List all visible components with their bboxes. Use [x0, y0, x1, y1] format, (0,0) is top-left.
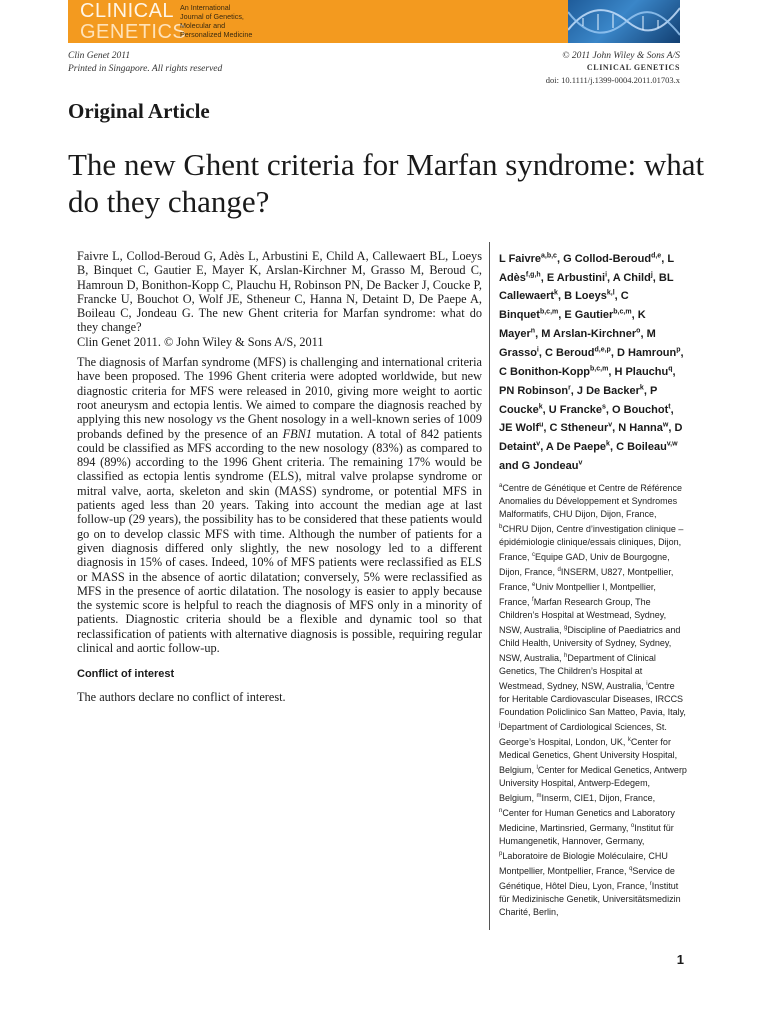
citation-source: Clin Genet 2011. © John Wiley & Sons A/S, 2011: [77, 334, 324, 349]
affiliation-text: Department of Cardiological Sciences, St. George’s Hospital, London, UK,: [499, 722, 667, 748]
author-separator: ,: [670, 403, 674, 416]
affiliation-marker: e: [532, 582, 536, 589]
author-name[interactable]: [564, 290, 618, 302]
affiliation-marker: l: [536, 765, 538, 772]
affiliation-text: Laboratoire de Biologie Moléculaire, CHU Montpellier, Montpellier, France,: [499, 851, 668, 877]
author-name[interactable]: [564, 309, 634, 321]
author-name-text: B Loeys: [564, 290, 607, 303]
journal-banner: [68, 0, 680, 43]
author-separator: ,: [538, 346, 542, 359]
author-separator: and: [499, 460, 519, 473]
author-name-text: L Faivre: [499, 252, 541, 265]
affiliation-text: Univ Montpellier I, Montpellier, France,: [499, 582, 656, 608]
abstract-part1: The diagnosis of Marfan syndrome (MFS) is challenging and international criteria have been proposed. The 1996 Ghent criteria were adopted worldwide, but new diagnostic criteria for MFS were released in 2010, giving more weight to aortic root aneurysm and ectopia lentis. We aimed to compare the diagnosis reached by applying this new nosology: [77, 355, 482, 427]
author-name-text: D Detaint: [499, 422, 683, 454]
author-affiliation-marker: o: [636, 327, 641, 335]
affiliation-marker: a: [499, 483, 503, 490]
printed-note: Printed in Singapore. All rights reserved: [68, 64, 223, 74]
author-name[interactable]: [549, 404, 609, 416]
author-affiliation-marker: n: [530, 327, 536, 335]
author-name-text: K Mayer: [499, 309, 646, 341]
author-separator: ,: [535, 328, 539, 341]
affiliation-marker: c: [532, 552, 536, 559]
copyright-notice: © 2011 John Wiley & Sons A/S: [562, 51, 680, 61]
author-name[interactable]: [550, 422, 616, 434]
author-name[interactable]: [563, 253, 664, 265]
affiliation-item: [499, 483, 682, 519]
affiliation-marker: i: [646, 681, 648, 688]
author-name-text: A Child: [612, 271, 651, 284]
abstract-text: [77, 355, 482, 655]
affiliation-text: Service de Génétique, Hôtel Dieu, Lyon, France,: [499, 866, 675, 892]
affiliation-text: Center for Medical Genetics, Antwerp University Hospital, Antwerp-Edegem, Belgium,: [499, 765, 687, 804]
article-title: The new Ghent criteria for Marfan syndrome: what do they change?: [68, 147, 705, 219]
author-name[interactable]: [545, 347, 614, 359]
author-affiliation-marker: t: [668, 402, 671, 410]
author-separator: ,: [558, 309, 562, 322]
author-separator: ,: [557, 290, 561, 303]
author-separator: ,: [610, 346, 614, 359]
tagline-line: Journal of Genetics,: [180, 12, 244, 21]
affiliation-marker: f: [532, 597, 534, 604]
author-separator: ,: [540, 271, 544, 284]
page-number: 1: [676, 952, 684, 967]
author-separator: ,: [570, 384, 574, 397]
affiliation-text: CHRU Dijon, Centre d’investigation clinique – épidémiologie clinique/essais cliniques, Dijon, France,: [499, 524, 684, 563]
abstract-block: [77, 355, 482, 655]
author-affiliation-marker: j: [650, 270, 653, 278]
affiliation-text: Centre de Génétique et Centre de Référence Anomalies du Développement et Syndromes Malformatifs, CHU Dijon, Dijon, France,: [499, 483, 682, 520]
abstract-gene: FBN1: [282, 426, 312, 441]
author-name-text: A De Paepe: [545, 441, 607, 454]
author-name-text: M Arslan-Kirchner: [541, 328, 637, 341]
author-separator: ,: [643, 384, 647, 397]
author-affiliation-marker: s: [601, 402, 606, 410]
author-name-text: G Jondeau: [521, 460, 579, 473]
author-separator: ,: [608, 365, 612, 378]
author-name-text: L Adès: [499, 252, 674, 284]
author-name-text: C Beroud: [545, 346, 595, 359]
author-affiliation-marker: i: [605, 270, 608, 278]
author-name-text: C Bonithon-Kopp: [499, 365, 591, 378]
affiliation-marker: d: [557, 567, 561, 574]
author-name[interactable]: [499, 422, 546, 434]
authors-column: [499, 248, 687, 919]
journal-logo-line1: CLINICAL: [80, 0, 175, 22]
author-name-text: G Collod-Beroud: [563, 252, 652, 265]
affiliation-marker: b: [499, 524, 503, 531]
author-name[interactable]: [499, 366, 611, 378]
author-name[interactable]: [547, 272, 610, 284]
affiliation-text: Department of Clinical Genetics, The Children’s Hospital at Westmead, Sydney, NSW, Australia,: [499, 653, 656, 692]
author-separator: ,: [652, 271, 656, 284]
author-affiliation-marker: k: [639, 384, 644, 392]
author-name[interactable]: [541, 328, 643, 340]
author-name-text: BL Callewaert: [499, 271, 674, 303]
author-name-text: PN Robinson: [499, 384, 569, 397]
affiliation-marker: j: [499, 722, 501, 729]
affiliation-text: Inserm, CIE1, Dijon, France,: [541, 793, 656, 804]
affiliation-marker: n: [499, 808, 503, 815]
author-name[interactable]: [499, 385, 574, 397]
affiliation-text: Institut für Medizinische Genetik, Universitätsmedizin Charité, Berlin,: [499, 881, 681, 918]
author-name-text: C Binquet: [499, 290, 629, 322]
author-affiliation-marker: u: [539, 421, 544, 429]
affiliation-text: INSERM, U827, Montpellier, France,: [499, 567, 674, 593]
author-list: [499, 248, 687, 474]
author-separator: ,: [609, 441, 613, 454]
affiliation-marker: g: [564, 625, 568, 632]
author-separator: ,: [556, 252, 561, 265]
author-affiliation-marker: v: [578, 459, 583, 467]
journal-issue: Clin Genet 2011: [68, 51, 131, 61]
affiliation-text: Institut für Humangenetik, Hannover, Germany,: [499, 823, 674, 847]
affiliation-marker: q: [629, 866, 633, 873]
author-affiliation-marker: k,l: [606, 289, 615, 297]
affiliation-list: [499, 480, 687, 919]
column-divider: [489, 242, 490, 930]
author-affiliation-marker: q: [668, 365, 673, 373]
doi[interactable]: doi: 10.1111/j.1399-0004.2011.01703.x: [545, 75, 680, 85]
tagline-line: Personalized Medicine: [180, 30, 253, 39]
dna-helix-image: [568, 0, 680, 43]
author-name[interactable]: [577, 385, 647, 397]
conflict-text: The authors declare no conflict of interest.: [77, 689, 286, 704]
abstract-part3: mutation. A total of 842 patients could be classified as MFS according to the new nosology (83%) as compared to 894 (89%) according to the 1996 Ghent criteria. The remaining 17% would be classified as ectopia lentis syndrome (ELS), mitral valve prolapse syndrome or mitral valve, aorta, skeleton and skin (MASS) syndrome, or potential MFS in patients aged less than 20 years. Taking into account the median age at last follow-up (29 years), the possibility has to be considered that these patients would go on to develop classic MFS with time. Although the number of patients for a given diagnosis differed only slightly, the new nosology led to a different diagnosis in 15% of cases. Indeed, 10% of MFS patients were reclassified as ELS or MASS in the absence of aortic dilatation; conversely, 5% were reclassified as MFS in the presence of aortic dilatation. The nosology is easier to apply because the systemic score is helpful to reach the diagnosis of MFS only in a minority of patients. Diagnostic criteria should be a flexible and dynamic tool so that reclassification of patients with alternative diagnosis is possible, requiring regular clinical and aortic follow-up.: [77, 426, 482, 656]
journal-tagline: [180, 3, 290, 39]
author-name[interactable]: [614, 366, 675, 378]
author-name-text: M Grasso: [499, 328, 656, 359]
affiliation-marker: m: [536, 793, 542, 800]
affiliation-marker: h: [564, 653, 568, 660]
author-affiliation-marker: a,b,c: [541, 252, 557, 259]
tagline-line: An International: [180, 3, 231, 12]
tagline-line: Molecular and: [180, 21, 226, 30]
journal-name: CLINICAL GENETICS: [586, 63, 680, 72]
abstract-vs: vs: [216, 412, 227, 427]
author-affiliation-marker: v: [608, 421, 613, 429]
author-separator: ,: [542, 403, 546, 416]
affiliation-text: Center for Medical Genetics, Ghent University Hospital, Belgium,: [499, 737, 678, 776]
author-affiliation-marker: v: [536, 440, 541, 448]
author-separator: ,: [540, 441, 544, 454]
affiliation-item: [537, 793, 656, 803]
author-name-text: D Hamroun: [616, 346, 677, 359]
author-separator: ,: [661, 252, 665, 265]
affiliation-text: Center for Human Genetics and Laboratory Medicine, Martinsried, Germany,: [499, 808, 675, 834]
author-name-text: JE Wolf: [499, 422, 540, 435]
author-affiliation-marker: b,c,m: [590, 365, 609, 373]
affiliation-text: Centre for Heritable Cardiovascular Diseases, IRCCS Foundation Policlinico San Matteo, Pavia, Italy,: [499, 681, 686, 718]
author-name-text: J De Backer: [576, 384, 640, 397]
author-separator: ,: [612, 422, 616, 435]
author-separator: ,: [680, 346, 684, 359]
author-name[interactable]: [546, 441, 613, 453]
journal-meta-right: [546, 50, 680, 86]
author-name-text: P Coucke: [499, 384, 658, 416]
affiliation-marker: k: [627, 737, 631, 744]
author-name-text: C Boileau: [616, 441, 667, 454]
author-name-text: N Hanna: [618, 422, 663, 435]
author-affiliation-marker: b,c,m: [613, 308, 632, 316]
affiliation-marker: p: [499, 851, 503, 858]
author-separator: ,: [543, 422, 547, 435]
author-affiliation-marker: k: [538, 402, 543, 410]
affiliation-marker: o: [630, 823, 635, 830]
author-name-text: E Arbustini: [546, 271, 606, 284]
affiliation-text: Equipe GAD, Univ de Bourgogne, Dijon, France,: [499, 552, 670, 578]
author-name[interactable]: [522, 460, 583, 472]
author-affiliation-marker: k: [606, 440, 610, 448]
author-affiliation-marker: d,e,p: [594, 346, 611, 354]
abstract-column: [77, 249, 482, 704]
author-name-text: U Francke: [548, 403, 602, 416]
author-affiliation-marker: f,g,h: [525, 270, 541, 278]
dna-helix-icon: [568, 0, 680, 43]
author-affiliation-marker: w: [662, 421, 669, 429]
journal-meta-left: [68, 50, 222, 76]
citation-block: [77, 249, 482, 349]
author-name-text: O Bouchot: [612, 403, 669, 416]
author-separator: ,: [640, 328, 644, 341]
author-separator: ,: [614, 290, 618, 303]
author-separator: ,: [605, 403, 609, 416]
citation-text: Faivre L, Collod-Beroud G, Adès L, Arbustini E, Child A, Callewaert BL, Loeys B, Binquet C, Gautier E, Mayer K, Arslan-Kirchner M, Grasso M, Beroud C, Hamroun D, Bonithon-Kopp C, Plauchu H, Robinson PN, De Backer J, Coucke P, Francke U, Bouchot O, Wolf JE, Stheneur C, Hanna N, Detaint D, De Paepe A, Boileau C, Jondeau G. The new Ghent criteria for Marfan syndrome: what do they change?: [77, 249, 482, 335]
author-separator: ,: [631, 309, 635, 322]
affiliation-text: Discipline of Paediatrics and Child Health, University of Sydney, Sydney, NSW, Australia,: [499, 625, 681, 664]
author-affiliation-marker: i: [536, 346, 539, 354]
author-name[interactable]: [617, 347, 684, 359]
author-name-text: H Plauchu: [614, 365, 669, 378]
abstract-part2: the Ghent nosology in a well-known series of 1009 probands defined by the presence of an: [77, 412, 482, 441]
affiliation-text: Marfan Research Group, The Children’s Hospital at Westmead, Sydney, NSW, Australia,: [499, 597, 667, 636]
author-affiliation-marker: d,e: [651, 252, 662, 259]
author-name[interactable]: [612, 404, 674, 416]
author-affiliation-marker: k: [554, 289, 558, 297]
section-label: Original Article: [68, 99, 210, 123]
author-name[interactable]: [618, 422, 671, 434]
author-separator: ,: [607, 271, 611, 284]
affiliation-marker: r: [649, 881, 652, 888]
author-separator: ,: [672, 365, 676, 378]
author-affiliation-marker: p: [676, 346, 681, 354]
author-name[interactable]: [613, 272, 656, 284]
author-affiliation-marker: b,c,m: [539, 308, 559, 316]
author-affiliation-marker: r: [568, 384, 571, 392]
author-affiliation-marker: v,w: [666, 440, 678, 448]
author-name-text: E Gautier: [564, 309, 614, 322]
author-name-text: C Stheneur: [549, 422, 609, 435]
journal-logo-line2: GENETICS: [80, 21, 187, 43]
conflict-heading: Conflict of interest: [77, 668, 175, 681]
author-separator: ,: [668, 422, 672, 435]
author-name[interactable]: [499, 253, 560, 265]
